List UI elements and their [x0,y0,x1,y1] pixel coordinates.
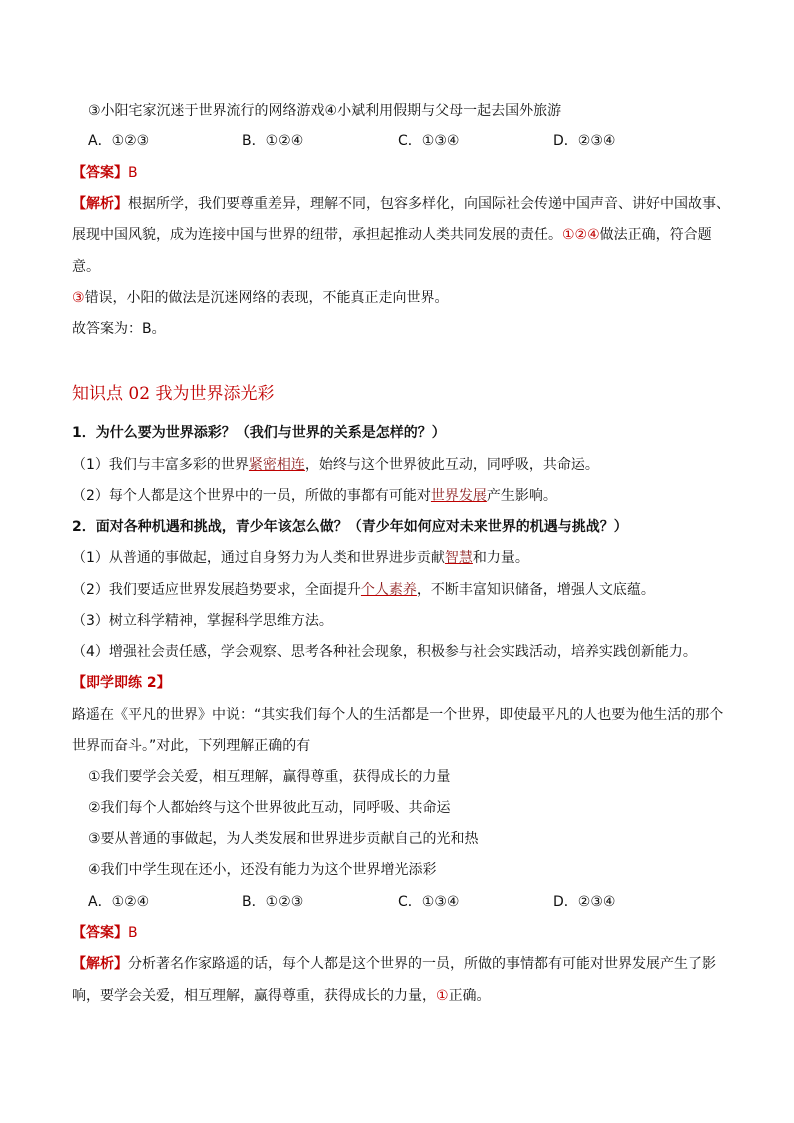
option-d: D．②③④ [553,894,616,910]
analysis-line-2: 展现中国风貌，成为连接中国与世界的纽带，承担起推动人类共同发展的责任。①②④做法正确，符合题 [72,227,712,243]
answer-line-2 [72,923,138,943]
answer-value: B [128,925,138,941]
option-c: C．①③④ [398,894,460,910]
analysis-line-4: ③错误，小阳的做法是沉迷网络的表现，不能真正走向世界。 [72,290,449,306]
statement-3-4: ③小阳宅家沉迷于世界流行的网络游戏④小斌利用假期与父母一起去国外旅游 [88,103,562,119]
answer-line-1 [72,163,138,183]
conclusion: 故答案为：B。 [72,321,166,337]
point-1-2: （2）每个人都是这个世界中的一员，所做的事都有可能对世界发展产生影响。 [72,488,557,504]
heading-1: 1．为什么要为世界添彩？（我们与世界的关系是怎样的？） [72,425,446,441]
practice-tag: 【即学即练 2】 [72,675,171,691]
statement-3: ③要从普通的事做起，为人类发展和世界进步贡献自己的光和热 [88,831,479,847]
analysis-tag: 【解析】 [72,196,128,212]
point-2-4: （4）增强社会责任感，学会观察、思考各种社会现象，积极参与社会实践活动，培养实践创新能力。 [72,644,697,660]
option-a: A．①②④ [88,894,150,910]
answer-value: B [128,165,138,181]
heading-2: 2．面对各种机遇和挑战，青少年该怎么做？（青少年如何应对未来世界的机遇与挑战？） [72,519,628,535]
analysis-tag: 【解析】 [72,956,128,972]
point-2-3: （3）树立科学精神，掌握科学思维方法。 [72,613,333,629]
statement-2: ②我们每个人都始终与这个世界彼此互动，同呼吸、共命运 [88,800,451,816]
analysis-2-line-1: 【解析】分析著名作家路遥的话，每个人都是这个世界的一员，所做的事情都有可能对世界发展产生了影 [72,956,716,972]
point-2-1: （1）从普通的事做起，通过自身努力为人类和世界进步贡献智慧和力量。 [72,550,529,566]
option-a: A．①②③ [88,133,150,149]
answer-tag: 【答案】 [72,925,128,941]
stem-line-2: 世界而奋斗。”对此，下列理解正确的有 [72,738,311,754]
option-c: C．①③④ [398,133,460,149]
stem-line-1: 路遥在《平凡的世界》中说：“其实我们每个人的生活都是一个世界，即使最平凡的人也要为他生活的那个 [72,707,724,723]
section-title: 知识点 02 我为世界添光彩 [72,384,275,404]
option-d: D．②③④ [553,133,616,149]
option-b: B．①②③ [242,894,304,910]
point-2-2: （2）我们要适应世界发展趋势要求，全面提升个人素养，不断丰富知识储备，增强人文底蕴。 [72,582,655,598]
statement-4: ④我们中学生现在还小，还没有能力为这个世界增光添彩 [88,862,437,878]
analysis-2-line-2: 响，要学会关爱，相互理解，赢得尊重，获得成长的力量，①正确。 [72,988,491,1004]
answer-tag: 【答案】 [72,165,128,181]
analysis-line-1: 【解析】根据所学，我们要尊重差异，理解不同，包容多样化，向国际社会传递中国声音、讲好中国故事、 [72,196,730,212]
statement-1: ①我们要学会关爱，相互理解，赢得尊重，获得成长的力量 [88,769,451,785]
point-1-1: （1）我们与丰富多彩的世界紧密相连，始终与这个世界彼此互动，同呼吸，共命运。 [72,457,599,473]
option-b: B．①②④ [242,133,304,149]
analysis-line-3: 意。 [72,259,100,275]
